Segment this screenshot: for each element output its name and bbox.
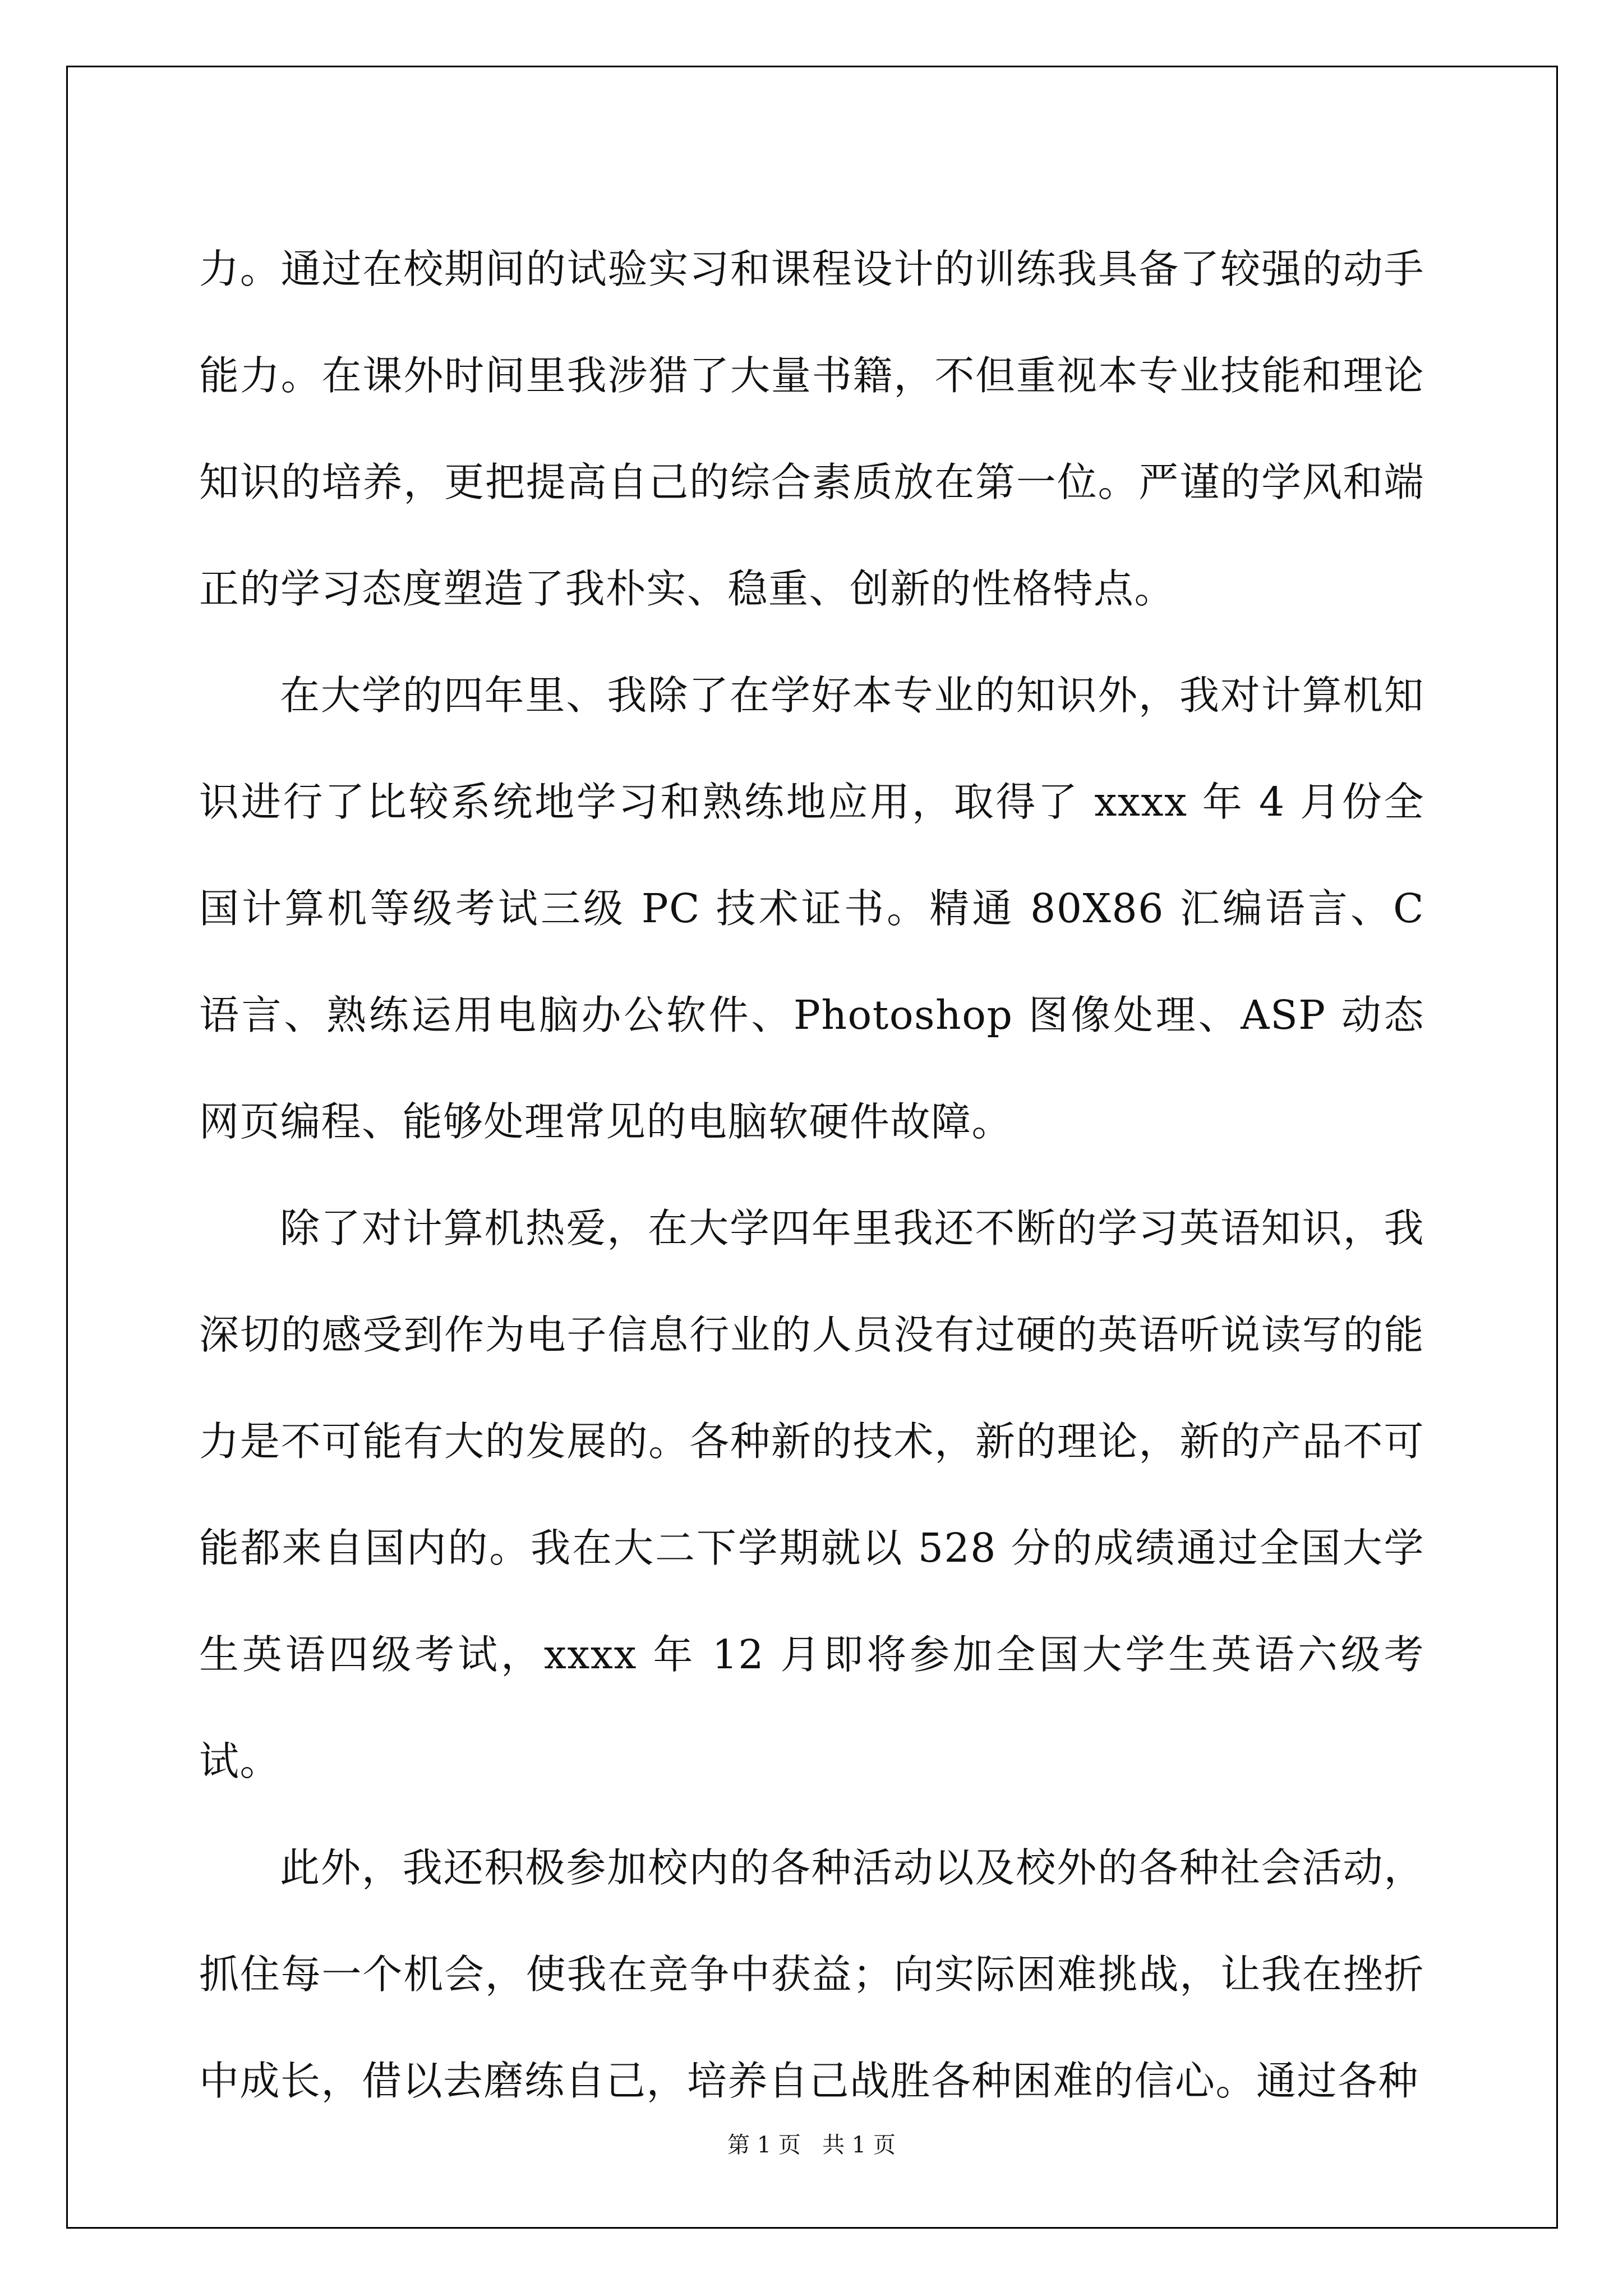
page-footer: 第 1 页 共 1 页 (727, 2132, 896, 2158)
document-body (199, 216, 1424, 2134)
paragraph-3: 除了对计算机热爱，在大学四年里我还不断的学习英语知识，我深切的感受到作为电子信息行业的人员没有过硬的英语听说读写的能力是不可能有大的发展的。各种新的技术，新的理论，新的产品不可能都来自国内的。我在大二下学期就以 528 分的成绩通过全国大学生英语四级考试，xxxx 年 12 月即将参加全国大学生英语六级考试。 (199, 1205, 1424, 1784)
paragraph-1: 力。通过在校期间的试验实习和课程设计的训练我具备了较强的动手能力。在课外时间里我涉猎了大量书籍，不但重视本专业技能和理论知识的培养，更把提高自己的综合素质放在第一位。严谨的学风和端正的学习态度塑造了我朴实、稳重、创新的性格特点。 (199, 246, 1424, 612)
paragraph-4: 此外，我还积极参加校内的各种活动以及校外的各种社会活动，抓住每一个机会，使我在竞争中获益；向实际困难挑战，让我在挫折中成长，借以去磨练自己，培养自己战胜各种困难的信心。通过各种 (199, 1844, 1424, 2104)
paragraph-2: 在大学的四年里、我除了在学好本专业的知识外，我对计算机知识进行了比较系统地学习和熟练地应用，取得了 xxxx 年 4 月份全国计算机等级考试三级 PC 技术证书。精通 80X86 汇编语言、C 语言、熟练运用电脑办公软件、Photoshop 图像处理、ASP 动态网页编程、能够处理常见的电脑软硬件故障。 (199, 672, 1424, 1145)
